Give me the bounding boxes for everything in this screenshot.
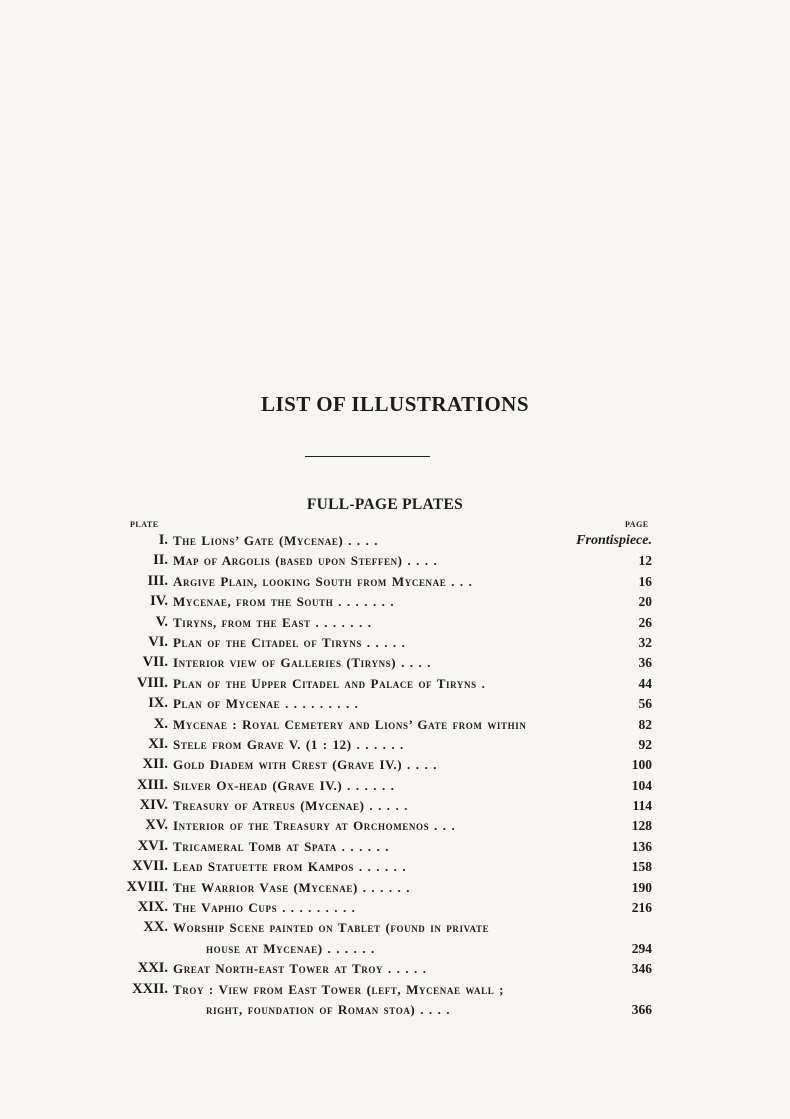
list-item	[0, 591, 790, 611]
plate-title: Gold Diadem with Crest (Grave IV.) . . . .	[173, 757, 437, 773]
plate-number: XVIII.	[126, 878, 168, 895]
list-item	[0, 958, 790, 978]
list-item	[0, 530, 790, 550]
plate-title: Map of Argolis (based upon Steffen) . . . .	[173, 553, 438, 569]
list-item	[0, 775, 790, 795]
plate-title: Great North-east Tower at Troy . . . . .	[173, 961, 427, 977]
plate-title: Mycenae, from the South . . . . . . .	[173, 594, 395, 610]
page-ref: 16	[638, 573, 652, 589]
list-item	[0, 815, 790, 835]
page-ref: Frontispiece.	[576, 533, 652, 548]
page-ref: 32	[638, 634, 652, 650]
page-ref: 346	[631, 961, 652, 977]
page-ref: 44	[638, 675, 652, 691]
list-item	[0, 673, 790, 693]
list-item	[0, 714, 790, 734]
plate-number: XIV.	[139, 797, 168, 814]
plate-title: Mycenae : Royal Cemetery and Lions’ Gate from within	[173, 716, 527, 732]
plate-title: The Lions’ Gate (Mycenae) . . . .	[173, 533, 379, 548]
plate-number: X.	[153, 715, 168, 732]
plate-number: XXII.	[132, 980, 168, 997]
list-item	[0, 795, 790, 815]
plate-number: IV.	[150, 593, 168, 610]
page-ref: 190	[631, 879, 652, 895]
plate-number: XVI.	[137, 837, 168, 854]
page-ref: 114	[632, 798, 652, 814]
plate-number: XIX.	[137, 899, 168, 916]
plate-title: Plan of the Upper Citadel and Palace of Tiryns .	[173, 675, 486, 691]
plate-number: VIII.	[136, 674, 168, 691]
list-item	[0, 754, 790, 774]
plate-title: house at Mycenae) . . . . . .	[206, 940, 375, 956]
plate-title: Stele from Grave V. (1 : 12) . . . . . .	[173, 736, 404, 752]
plate-number: II.	[153, 552, 168, 569]
page-ref: 128	[631, 818, 652, 834]
page-ref: 92	[638, 736, 652, 752]
list-item	[0, 550, 790, 570]
list-item	[0, 693, 790, 713]
list-item	[0, 897, 790, 917]
plate-title: Treasury of Atreus (Mycenae) . . . . .	[173, 798, 409, 814]
plate-number: III.	[147, 572, 168, 589]
page-ref: 82	[638, 716, 652, 732]
plate-title: Silver Ox-head (Grave IV.) . . . . . .	[173, 777, 395, 793]
plate-title: Tiryns, from the East . . . . . . .	[173, 614, 372, 630]
plate-title: Plan of the Citadel of Tiryns . . . . .	[173, 634, 406, 650]
list-item	[0, 979, 790, 999]
plate-title: The Vaphio Cups . . . . . . . . .	[173, 900, 356, 916]
plate-number: XV.	[145, 817, 168, 834]
plate-title: Argive Plain, looking South from Mycenae . . .	[173, 573, 473, 589]
plate-number: VI.	[148, 633, 168, 650]
page-ref: 294	[631, 940, 652, 956]
page-ref: 136	[631, 838, 652, 854]
plate-number: XII.	[142, 756, 168, 773]
page-ref: 104	[631, 777, 652, 793]
plate-title: Troy : View from East Tower (left, Mycenae wall ;	[173, 981, 505, 997]
plate-number: XIII.	[136, 776, 168, 793]
list-item	[0, 632, 790, 652]
page-ref: 56	[638, 696, 652, 712]
list-item	[0, 652, 790, 672]
plate-number: V.	[155, 613, 168, 630]
plate-number: XVII.	[132, 858, 168, 875]
plate-title: The Warrior Vase (Mycenae) . . . . . .	[173, 879, 411, 895]
list-item	[0, 612, 790, 632]
page-column-header: PAGE	[625, 520, 649, 529]
list-item	[0, 917, 790, 937]
plate-title: Interior view of Galleries (Tiryns) . . . .	[173, 655, 432, 671]
plate-title: Lead Statuette from Kampos . . . . . .	[173, 859, 407, 875]
page-ref: 216	[631, 900, 652, 916]
list-item-continuation	[0, 938, 790, 958]
plates-list	[0, 530, 790, 1019]
page-ref: 366	[631, 1001, 652, 1017]
plate-title: right, foundation of Roman stoa) . . . .	[206, 1001, 451, 1017]
plate-title: Tricameral Tomb at Spata . . . . . .	[173, 838, 390, 854]
plate-number: IX.	[148, 695, 168, 712]
plate-number: VII.	[142, 654, 168, 671]
list-item	[0, 877, 790, 897]
list-item	[0, 856, 790, 876]
plate-title: Plan of Mycenae . . . . . . . . .	[173, 696, 359, 712]
plate-number: XXI.	[137, 960, 168, 977]
page-ref: 158	[631, 859, 652, 875]
plate-column-header: PLATE	[130, 520, 159, 529]
list-item	[0, 571, 790, 591]
plate-title: Interior of the Treasury at Orchomenos . . .	[173, 818, 456, 834]
plate-number: XI.	[148, 735, 168, 752]
page-ref: 36	[638, 655, 652, 671]
plate-number: I.	[158, 532, 168, 548]
list-item	[0, 734, 790, 754]
section-title: FULL-PAGE PLATES	[306, 496, 464, 513]
list-item-continuation	[0, 999, 790, 1019]
page-ref: 12	[638, 553, 652, 569]
page-ref: 100	[631, 757, 652, 773]
title-divider	[305, 456, 430, 457]
page-title: LIST OF ILLUSTRATIONS	[260, 392, 530, 416]
plate-title: Worship Scene painted on Tablet (found in private	[173, 920, 490, 936]
plate-number: XX.	[143, 919, 168, 936]
page-ref: 26	[638, 614, 652, 630]
page-ref: 20	[638, 594, 652, 610]
list-item	[0, 836, 790, 856]
